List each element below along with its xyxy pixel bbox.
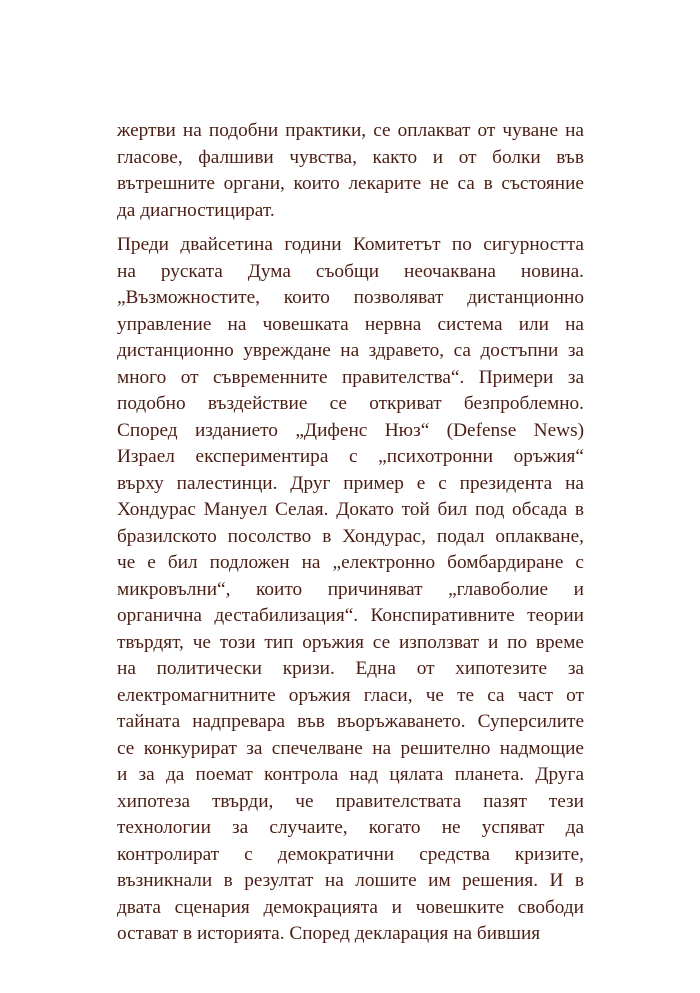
paragraph-2 [117,232,584,948]
text-line: електромагнитните оръжия гласи, че те са част от [117,684,584,706]
text-line: че е бил подложен на „електронно бомбардиране с [117,552,584,573]
text-line: технологии за случаите, когато не успяват да [117,817,584,838]
text-line: управление на човешката нервна система или на [117,313,584,335]
paragraph-1 [117,118,584,224]
text-line: микровълни“, които причиняват „главоболие и [117,578,584,600]
text-line: на руската Дума съобщи неочаквана новина. [117,260,584,282]
text-line: върху палестинци. Друг пример е с президента на [117,472,584,494]
text-line: контролират с демократични средства кризите, [117,843,584,865]
text-line: остават в историята. Според декларация на бившия [117,923,541,944]
text-line: Хондурас Мануел Селая. Докато той бил под обсада в [117,499,584,520]
text-line: органична дестабилизация“. Конспиративните теории [117,605,584,626]
text-line: гласове, фалшиви чувства, както и от болки във [117,146,584,168]
text-line: възникнали в резултат на лошите им решения. И в [117,870,584,891]
text-line: Преди двайсетина години Комитетът по сигурността [117,234,584,255]
text-line: на политически кризи. Една от хипотезите за [117,658,584,679]
text-line: твърдят, че този тип оръжия се използват и по време [117,631,584,653]
text-line: двата сценария демокрацията и човешките свободи [117,896,584,918]
text-line: „Възможностите, които позволяват дистанционно [117,287,584,308]
text-line: много от съвременните правителства“. Примери за [117,366,584,388]
text-line: вътрешните органи, които лекарите не са в състояние [117,173,584,194]
text-line: Израел експериментира с „психотронни оръжия“ [117,446,584,467]
text-line: дистанционно увреждане на здравето, са достъпни за [117,340,584,361]
text-line: се конкурират за спечелване на решително надмощие [117,737,584,759]
text-line: да диагностицират. [117,199,275,221]
text-line: бразилското посолство в Хондурас, подал оплакване, [117,525,584,547]
text-line: и за да поемат контрола над цялата планета. Друга [117,764,584,785]
text-line: хипотеза твърди, че правителствата пазят тези [117,790,584,812]
text-line: Според изданието „Дифенс Нюз“ (Defense News) [117,419,584,441]
text-line: тайната надпревара във въоръжаването. Суперсилите [117,711,584,732]
text-line: жертви на подобни практики, се оплакват от чуване на [117,120,584,141]
text-line: подобно въздействие се откриват безпроблемно. [117,393,584,414]
